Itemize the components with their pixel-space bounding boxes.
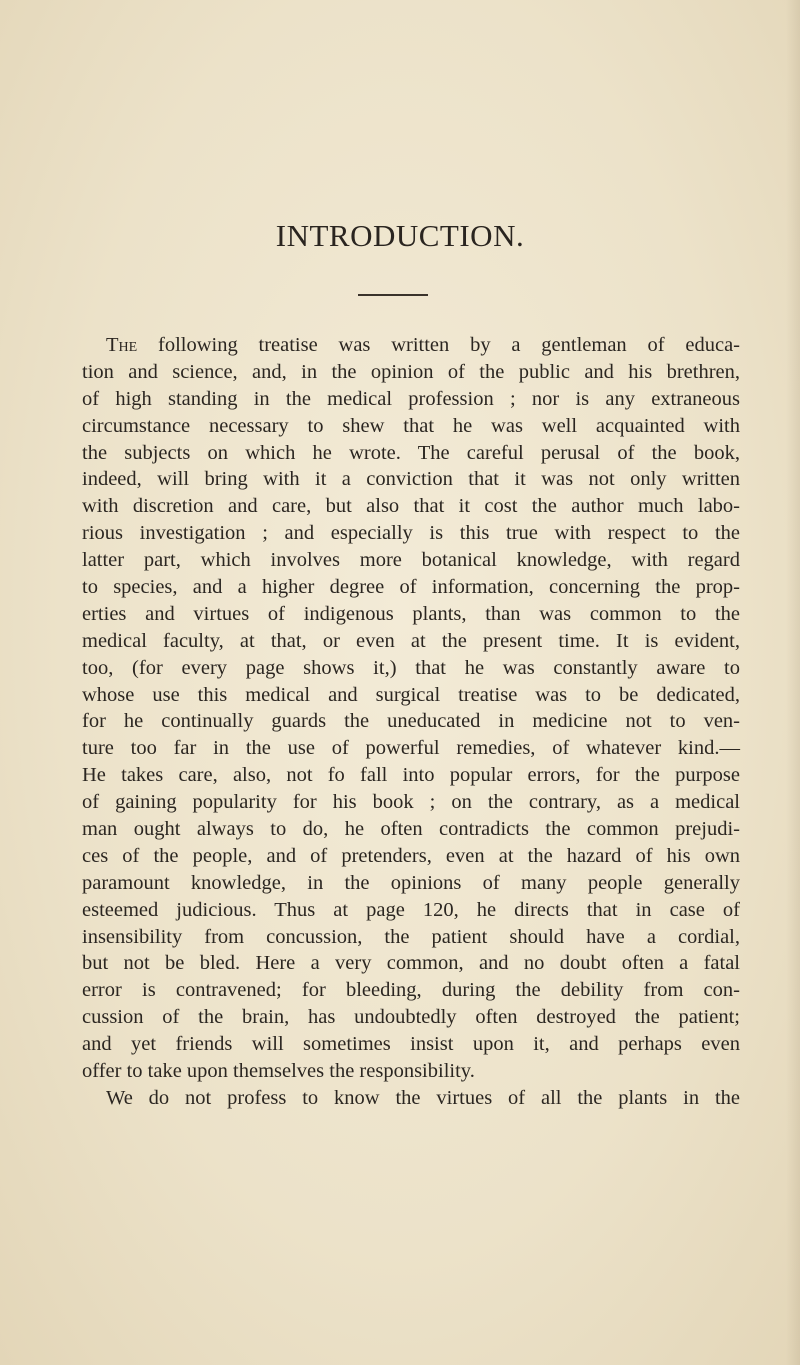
text-line: circumstance necessary to shew that he was well acquainted with: [82, 414, 740, 437]
text-line: paramount knowledge, in the opinions of many people generally: [82, 871, 740, 894]
introduction-text: [82, 332, 740, 1112]
text-line: medical faculty, at that, or even at the present time. It is evident,: [82, 629, 740, 652]
text-line: and yet friends will sometimes insist upon it, and perhaps even: [82, 1033, 740, 1056]
text-line: The following treatise was written by a gentleman of educa-: [106, 334, 740, 356]
text-line: insensibility from concussion, the patient should have a cordial,: [82, 925, 740, 948]
text-line: ture too far in the use of powerful remedies, of whatever kind.—: [82, 737, 740, 760]
text-line: ces of the people, and of pretenders, even at the hazard of his own: [82, 844, 740, 867]
text-line: latter part, which involves more botanical knowledge, with regard: [82, 549, 740, 572]
title-rule: [358, 294, 428, 296]
page-title: INTRODUCTION.: [275, 218, 525, 253]
text-line: whose use this medical and surgical treatise was to be dedicated,: [82, 683, 740, 706]
text-line: rious investigation ; and especially is this true with respect to the: [82, 522, 740, 545]
text-line: indeed, will bring with it a conviction that it was not only written: [82, 468, 740, 491]
text-line: offer to take upon themselves the responsibility.: [82, 1060, 475, 1083]
text-line: but not be bled. Here a very common, and no doubt often a fatal: [82, 952, 740, 975]
text-line: cussion of the brain, has undoubtedly often destroyed the patient;: [82, 1006, 740, 1029]
text-line: to species, and a higher degree of information, concerning the prop-: [82, 576, 740, 599]
text-line: error is contravened; for bleeding, during the debility from con-: [82, 979, 740, 1002]
text-line: He takes care, also, not fo fall into popular errors, for the purpose: [82, 764, 740, 787]
text-line: of high standing in the medical profession ; nor is any extraneous: [82, 387, 740, 410]
text-line: for he continually guards the uneducated in medicine not to ven-: [82, 710, 740, 733]
text-line: We do not profess to know the virtues of all the plants in the: [106, 1086, 740, 1109]
text-line: too, (for every page shows it,) that he was constantly aware to: [82, 656, 740, 679]
text-line: the subjects on which he wrote. The careful perusal of the book,: [82, 441, 740, 464]
text-line: of gaining popularity for his book ; on the contrary, as a medical: [82, 791, 740, 814]
text-line: erties and virtues of indigenous plants, than was common to the: [82, 602, 740, 625]
lead-word: The: [106, 334, 138, 356]
text-line: esteemed judicious. Thus at page 120, he directs that in case of: [82, 898, 740, 921]
text-line: with discretion and care, but also that it cost the author much labo-: [82, 495, 740, 518]
text-line: tion and science, and, in the opinion of the public and his brethren,: [82, 360, 740, 383]
text-line: man ought always to do, he often contradicts the common prejudi-: [82, 818, 740, 841]
